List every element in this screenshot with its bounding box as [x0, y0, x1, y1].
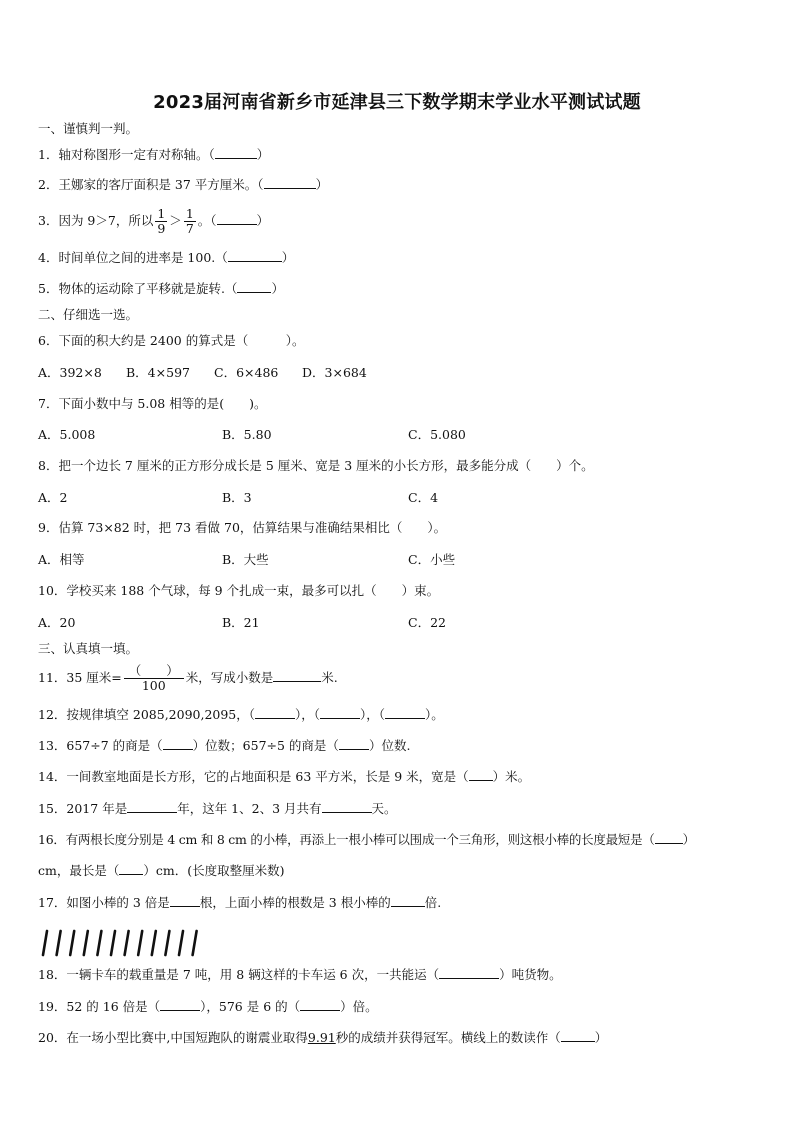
question-text-end: ） [256, 213, 270, 228]
option-a[interactable]: A．2 [38, 490, 68, 505]
answer-blank-2[interactable] [300, 998, 340, 1011]
answer-blank-1[interactable] [655, 831, 683, 844]
question-number: 7． [38, 396, 59, 411]
question-8-options [38, 489, 764, 507]
question-text: 657÷7 的商是（ [66, 738, 163, 753]
question-7 [38, 395, 764, 413]
answer-blank[interactable] [561, 1029, 595, 1042]
question-text: ）位数；657÷5 的商是（ [192, 738, 339, 753]
question-13 [38, 737, 764, 755]
question-text: 轴对称图形一定有对称轴。（ [58, 147, 215, 162]
question-20 [38, 1029, 764, 1047]
question-18 [38, 966, 764, 984]
question-text-end: 天。 [371, 801, 397, 816]
answer-blank-1[interactable] [160, 998, 200, 1011]
option-a[interactable]: A．相等 [38, 552, 85, 567]
question-text-end: ） [315, 177, 329, 192]
answer-blank-2[interactable] [391, 894, 425, 907]
option-b[interactable]: B．5.80 [222, 427, 272, 442]
question-text: 把一个边长 7 厘米的正方形分成长是 5 厘米、宽是 3 厘米的小长方形，最多能分成（ ）个。 [58, 458, 594, 473]
answer-blank-2[interactable] [119, 862, 143, 875]
option-c[interactable]: C．5.080 [408, 427, 466, 442]
fraction-one-seventh [184, 207, 196, 236]
question-8 [38, 457, 764, 475]
answer-blank[interactable] [264, 176, 316, 189]
answer-blank[interactable] [469, 768, 493, 781]
question-number: 20． [38, 1030, 67, 1045]
question-text: ），（ [295, 707, 321, 722]
question-number: 4． [38, 250, 59, 265]
question-text: 根，上面小棒的根数是 3 根小棒的 [199, 895, 391, 910]
stick [70, 931, 74, 955]
question-text: ） [682, 832, 695, 847]
question-text: 估算 73×82 时，把 73 看做 70，估算结果与准确结果相比（ ）。 [58, 520, 447, 535]
question-text: 一间教室地面是长方形，它的占地面积是 63 平方米，长是 9 米，宽是（ [66, 769, 469, 784]
answer-blank-2[interactable] [320, 706, 360, 719]
question-text-end: 米. [321, 670, 338, 685]
question-number: 11． [38, 670, 67, 685]
fraction-numerator: 1 [157, 206, 166, 221]
stick [57, 931, 61, 955]
page-title: 2023届河南省新乡市延津县三下数学期末学业水平测试试题 [153, 92, 641, 113]
stick [111, 931, 115, 955]
fraction-numerator-blank[interactable]: （ ） [124, 664, 184, 679]
question-text-end: ）cm．(长度取整厘米数) [143, 863, 285, 878]
question-number: 15． [38, 801, 67, 816]
stick [179, 931, 183, 955]
question-text: 米，写成小数是 [185, 670, 274, 685]
question-number: 2． [38, 177, 59, 192]
answer-blank[interactable] [217, 212, 257, 225]
question-number: 12． [38, 707, 67, 722]
question-number: 17． [38, 895, 67, 910]
option-b[interactable]: B．4×597 [126, 365, 190, 380]
question-text-end: ） [594, 1030, 608, 1045]
question-9 [38, 519, 764, 537]
question-text: 有两根长度分别是 4 cm 和 8 cm 的小棒，再添上一根小棒可以围成一个三角形，则这根小棒的长度最短是（ [65, 832, 655, 847]
question-number: 13． [38, 738, 67, 753]
stick [193, 931, 197, 955]
stick [97, 931, 101, 955]
question-11 [38, 660, 764, 696]
question-text: 王娜家的客厅面积是 37 平方厘米。（ [58, 177, 264, 192]
question-text-end: 倍. [424, 895, 442, 910]
question-number: 1． [38, 147, 59, 162]
question-text: 下面小数中与 5.08 相等的是( )。 [58, 396, 267, 411]
fraction-over-100 [124, 664, 184, 693]
question-17 [38, 894, 764, 912]
question-3 [38, 204, 764, 238]
section-heading-1: 一、谨慎判一判。 [38, 121, 139, 136]
question-19 [38, 998, 764, 1016]
option-a[interactable]: A．5.008 [38, 427, 96, 442]
question-text: 2017 年是 [66, 801, 128, 816]
question-number: 18． [38, 967, 67, 982]
answer-blank[interactable] [215, 146, 257, 159]
option-d[interactable]: D．3×684 [302, 365, 367, 380]
fraction-denominator: 9 [157, 221, 166, 236]
question-5 [38, 280, 764, 298]
question-15 [38, 800, 764, 818]
question-number: 9． [38, 520, 59, 535]
question-number: 19． [38, 999, 67, 1014]
question-4 [38, 249, 764, 267]
stick [138, 931, 142, 955]
question-text: 一辆卡车的载重量是 7 吨，用 8 辆这样的卡车运 6 次，一共能运（ [66, 967, 440, 982]
question-number: 8． [38, 458, 59, 473]
question-text-end: ） [281, 250, 295, 265]
question-10-options [38, 614, 764, 632]
option-c[interactable]: C．小些 [408, 552, 456, 567]
question-16-continued [38, 862, 764, 880]
question-text-end: ） [271, 281, 284, 296]
fraction-denominator: 7 [185, 221, 194, 236]
question-text: 秒的成绩并获得冠军。横线上的数读作（ [335, 1030, 561, 1045]
stick [125, 931, 129, 955]
answer-blank-1[interactable] [170, 894, 200, 907]
question-number: 5． [38, 281, 59, 296]
question-text-end: ）吨货物。 [499, 967, 562, 982]
sticks-figure [38, 928, 208, 958]
question-text-end: ）。 [425, 707, 444, 722]
answer-blank-1[interactable] [255, 706, 295, 719]
question-text: 因为 9＞7，所以 [58, 213, 154, 228]
question-text: cm，最长是（ [38, 863, 120, 878]
question-text: ），（ [360, 707, 386, 722]
question-text: 35 厘米= [66, 670, 122, 685]
option-c[interactable]: C．6×486 [214, 365, 279, 380]
question-9-options [38, 551, 764, 569]
option-b[interactable]: B．大些 [222, 552, 269, 567]
section-heading-2: 二、仔细选一选。 [38, 307, 139, 322]
question-number: 3． [38, 213, 59, 228]
question-text: 52 的 16 倍是（ [66, 999, 161, 1014]
question-2 [38, 176, 764, 194]
answer-blank[interactable] [228, 249, 282, 262]
question-text: 下面的积大约是 2400 的算式是（ ）。 [58, 333, 305, 348]
fraction-denominator: 100 [141, 678, 166, 693]
question-6 [38, 332, 764, 350]
section-heading-3: 三、认真填一填。 [38, 641, 139, 656]
option-b[interactable]: B．3 [222, 490, 252, 505]
answer-blank-1[interactable] [163, 737, 193, 750]
question-7-options [38, 426, 764, 444]
question-text: 。（ [197, 213, 217, 228]
question-number: 10． [38, 583, 67, 598]
question-text: 按规律填空 2085,2090,2095，（ [66, 707, 256, 722]
question-10 [38, 582, 764, 600]
option-c[interactable]: C．22 [408, 615, 446, 630]
option-a[interactable]: A．20 [38, 615, 76, 630]
question-number: 16． [38, 832, 66, 847]
question-number: 14． [38, 769, 67, 784]
answer-blank-3[interactable] [385, 706, 425, 719]
stick [152, 931, 156, 955]
question-text-end: ）倍。 [340, 999, 378, 1014]
answer-blank-1[interactable] [127, 800, 177, 813]
question-6-options [38, 364, 764, 382]
stick [43, 931, 47, 955]
answer-blank[interactable] [439, 966, 499, 979]
question-16 [38, 831, 764, 849]
underlined-number: 9.91 [307, 1030, 336, 1045]
stick [84, 931, 88, 955]
question-text: 物体的运动除了平移就是旋转.（ [58, 281, 238, 296]
option-a[interactable]: A．392×8 [38, 365, 102, 380]
question-1 [38, 146, 764, 164]
question-14 [38, 768, 764, 786]
answer-blank[interactable] [273, 669, 321, 682]
question-text: 学校买来 188 个气球，每 9 个扎成一束，最多可以扎（ ）束。 [66, 583, 440, 598]
option-b[interactable]: B．21 [222, 615, 260, 630]
question-text-end: ） [256, 147, 270, 162]
option-c[interactable]: C．4 [408, 490, 439, 505]
question-number: 6． [38, 333, 59, 348]
question-text: 如图小棒的 3 倍是 [66, 895, 170, 910]
question-text: 时间单位之间的进率是 100.（ [58, 250, 228, 265]
question-text: ），576 是 6 的（ [200, 999, 301, 1014]
greater-than-sign: ＞ [169, 213, 182, 228]
question-12 [38, 706, 764, 724]
answer-blank-2[interactable] [339, 737, 369, 750]
answer-blank-2[interactable] [322, 800, 372, 813]
answer-blank[interactable] [237, 280, 271, 293]
fraction-numerator: 1 [185, 206, 194, 221]
fraction-one-ninth [155, 207, 167, 236]
question-text: 在一场小型比赛中,中国短跑队的谢震业取得 [66, 1030, 308, 1045]
stick [165, 931, 169, 955]
question-text-end: ）位数. [368, 738, 411, 753]
question-text: 年，这年 1、2、3 月共有 [177, 801, 322, 816]
question-text-end: ）米。 [492, 769, 531, 784]
